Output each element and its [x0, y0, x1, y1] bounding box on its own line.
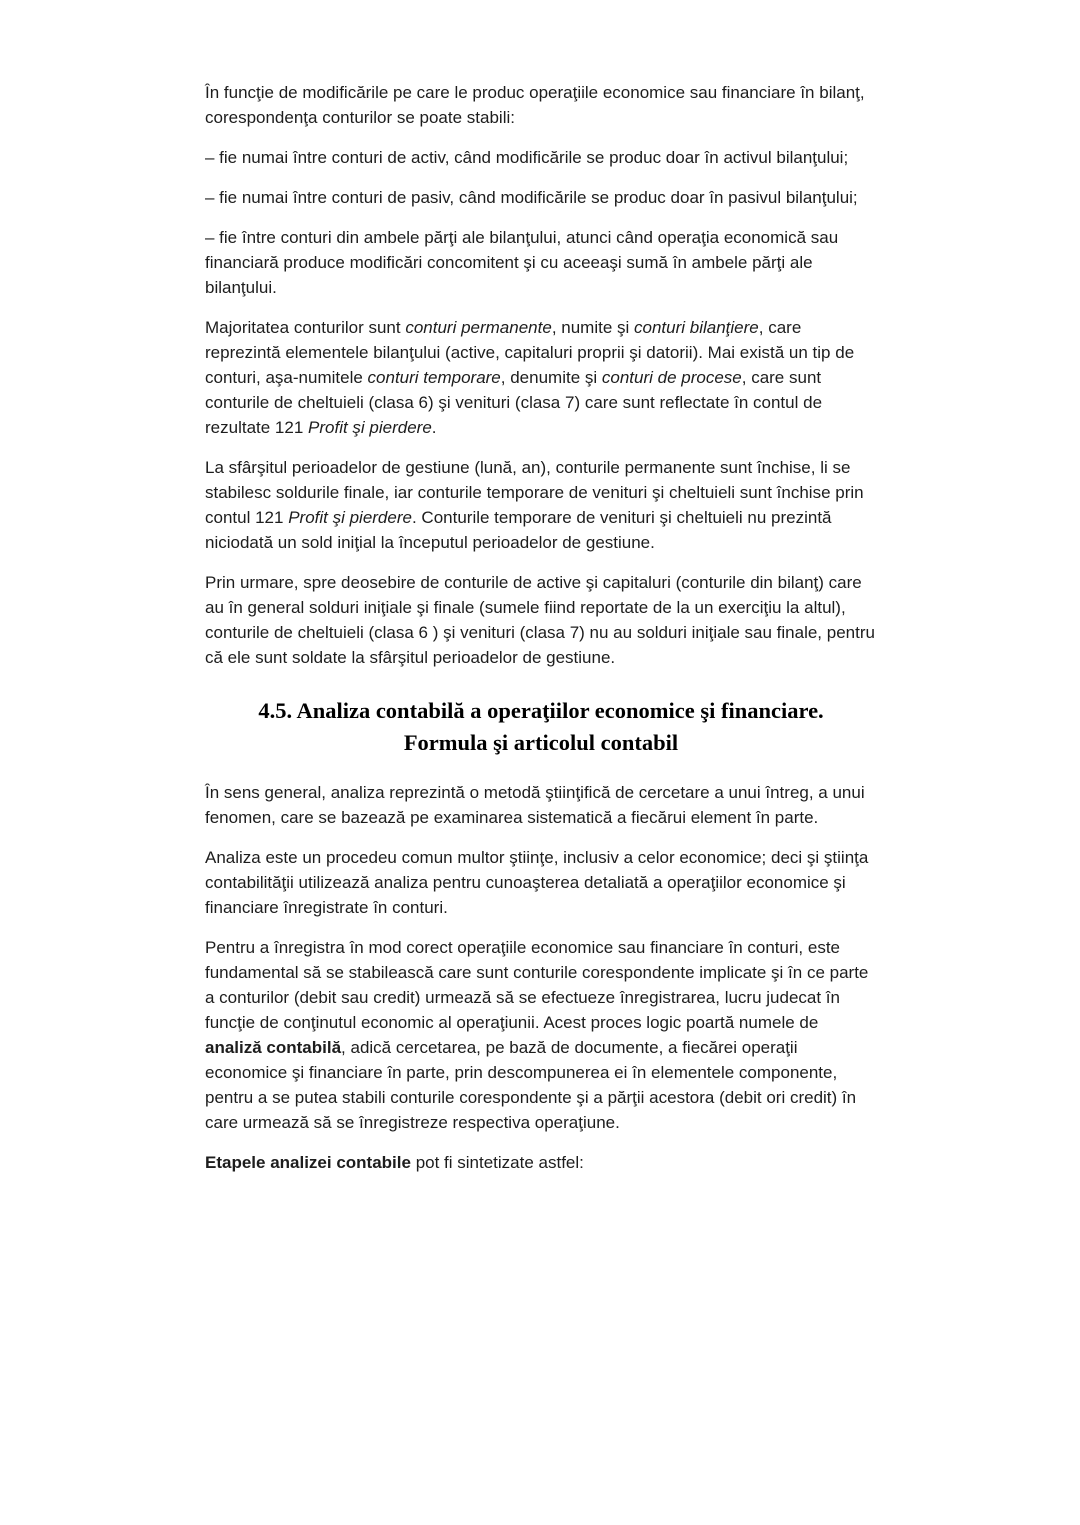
bold-run: Etapele analizei contabile: [205, 1153, 411, 1172]
bullet-conturi-ambele-parti: – fie între conturi din ambele părţi ale bilanţului, atunci când operaţia economică sau financiară produce modificări concomitent şi cu aceeaşi sumă în ambele părţi ale bilanţului.: [205, 228, 839, 297]
paragraph-sens-general: În sens general, analiza reprezintă o metodă ştiinţifică de cercetare a unui întreg, a unui fenomen, care se bazează pe examinarea sistematică a fiecărui element în parte.: [205, 783, 865, 827]
paragraph-intro: În funcţie de modificările pe care le produc operaţiile economice sau financiare în bilanţ, corespondenţa conturilor se poate stabili:: [205, 83, 865, 127]
section-heading-line1: 4.5. Analiza contabilă a operaţiilor economice şi financiare.: [258, 698, 824, 723]
italic-run: conturi permanente: [405, 318, 552, 337]
document-content: [205, 80, 877, 1190]
italic-run: conturi bilanţiere: [634, 318, 759, 337]
bold-run: analiză contabilă: [205, 1038, 342, 1057]
italic-run: conturi de procese: [601, 368, 742, 387]
text-run: Pentru a înregistra în mod corect operaţiile economice sau financiare în conturi, este fundamental să se stabilească care sunt conturile corespondente implicate şi în ce parte a conturilor (debit sau credit) urmează să se efectueze înregistrarea, lucru judecat în funcţie de conţinutul economic al operaţiunii. Acest proces logic poartă numele de: [205, 938, 869, 1032]
text-run: La sfârşitul perioadelor de gestiune (lună, an), conturile permanente sunt închise, li se stabilesc soldurile finale, iar conturile temporare de venituri şi cheltuieli sunt închise prin contul 121: [205, 458, 864, 527]
text-run: , adică cercetarea, pe bază de documente, a fiecărei operaţii economice şi financiare în parte, prin descompunerea ei în elementele componente, pentru a se putea stabili conturile corespondente şi a părţii acestora (debit ori credit) în care urmează să se înregistreze respectiva operaţiune.: [205, 1038, 857, 1132]
text-run: pot fi sintetizate astfel:: [410, 1153, 584, 1172]
paragraph-conturi-permanente: [205, 315, 877, 440]
bullet-conturi-pasiv: – fie numai între conturi de pasiv, când modificările se produc doar în pasivul bilanţului;: [205, 188, 858, 207]
bullet-conturi-activ: – fie numai între conturi de activ, când modificările se produc doar în activul bilanţului;: [205, 148, 849, 167]
paragraph-analiza-contabila: [205, 935, 877, 1135]
paragraph-prin-urmare: Prin urmare, spre deosebire de conturile de active şi capitaluri (conturile din bilanţ) care au în general solduri iniţiale şi finale (sumele fiind reportate de la un exerciţiu la altul), conturile de cheltuieli (clasa 6 ) şi venituri (clasa 7) nu au solduri iniţiale sau finale, pentru că ele sunt soldate la sfârşitul perioadelor de gestiune.: [205, 573, 875, 667]
paragraph-analiza-procedeu: Analiza este un procedeu comun multor ştiinţe, inclusiv a celor economice; deci şi ştiinţa contabilităţii utilizează analiza pentru cunoaşterea detaliată a operaţiilor economice şi financiare înregistrate în conturi.: [205, 848, 869, 917]
text-run: Majoritatea conturilor sunt: [205, 318, 406, 337]
italic-run: Profit şi pierdere: [288, 508, 412, 527]
text-run: , care sunt conturile de cheltuieli (clasa 6) şi venituri (clasa 7) care sunt reflectate în contul de rezultate 121: [205, 368, 823, 437]
italic-run: conturi temporare: [367, 368, 501, 387]
text-run: .: [431, 418, 437, 437]
text-run: , numite şi: [551, 318, 635, 337]
paragraph-sfarsitul-perioadelor: [205, 455, 877, 555]
text-run: , care reprezintă elementele bilanţului (active, capitaluri proprii şi datorii). Mai există un tip de conturi, aşa-numitele: [205, 318, 855, 387]
section-heading: [205, 695, 877, 759]
text-run: . Conturile temporare de venituri şi cheltuieli nu prezintă niciodată un sold iniţial la începutul perioadelor de gestiune.: [205, 508, 832, 552]
paragraph-etapele-analizei: [205, 1150, 877, 1175]
text-run: , denumite şi: [500, 368, 602, 387]
italic-run: Profit şi pierdere: [308, 418, 432, 437]
section-heading-line2: Formula şi articolul contabil: [403, 730, 679, 755]
